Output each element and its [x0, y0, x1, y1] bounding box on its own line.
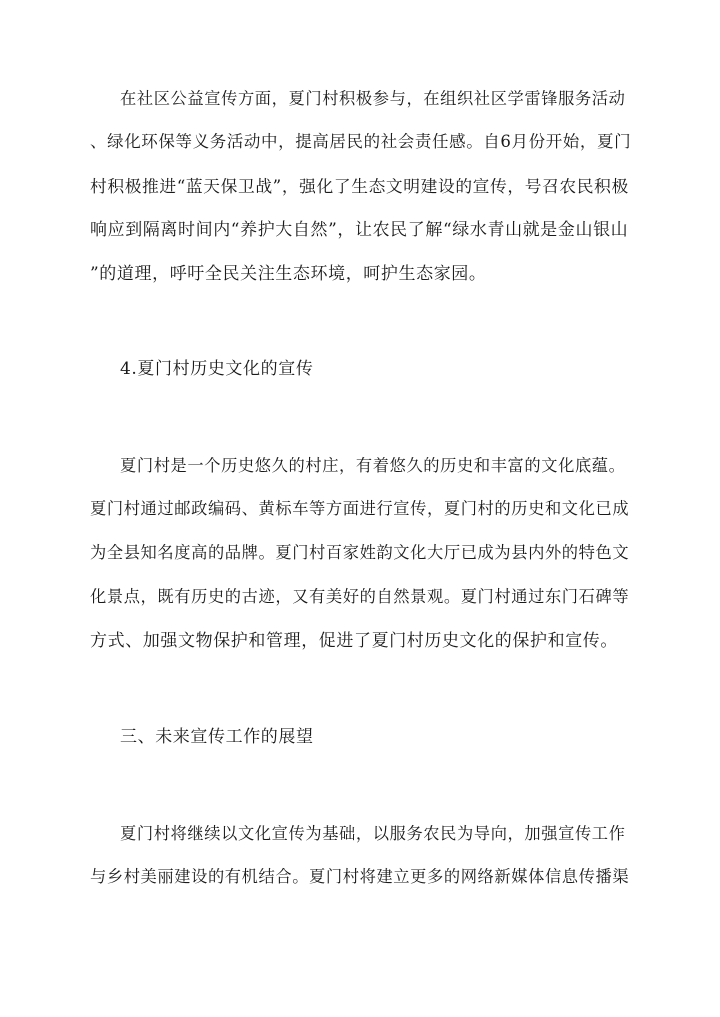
paragraph-3-line-2: 与乡村美丽建设的有机结合。夏门村将建立更多的网络新媒体信息传播渠	[90, 867, 630, 886]
paragraph-1-line-4: 响应到隔离时间内“养护大自然”，让农民了解“绿水青山就是金山银山	[90, 220, 629, 240]
paragraph-1-line-1: 在社区公益宣传方面，夏门村积极参与，在组织社区学雷锋服务活动	[120, 89, 626, 108]
paragraph-1-line-2: 、绿化环保等义务活动中，提高居民的社会责任感。自6月份开始，夏门	[90, 132, 632, 151]
paragraph-2-line-1: 夏门村是一个历史悠久的村庄，有着悠久的历史和丰富的文化底蕴。	[120, 456, 626, 475]
paragraph-1-line-3: 村积极推进“蓝天保卫战”，强化了生态文明建设的宣传，号召农民积极	[90, 176, 629, 196]
section-heading-4: 4.夏门村历史文化的宣传	[120, 359, 314, 379]
paragraph-1-line-5: ”的道理，呼吁全民关注生态环境，呵护生态家园。	[90, 264, 487, 284]
paragraph-2-line-3: 为全县知名度高的品牌。夏门村百家姓韵文化大厅已成为县内外的特色文	[90, 543, 630, 562]
paragraph-2-line-4: 化景点，既有历史的古迹，又有美好的自然景观。夏门村通过东门石碑等	[90, 587, 630, 606]
paragraph-2-line-2: 夏门村通过邮政编码、黄标车等方面进行宣传，夏门村的历史和文化已成	[90, 499, 630, 518]
paragraph-3-line-1: 夏门村将继续以文化宣传为基础，以服务农民为导向，加强宣传工作	[120, 824, 626, 843]
section-heading-3: 三、未来宣传工作的展望	[120, 727, 314, 747]
paragraph-2-line-5: 方式、加强文物保护和管理，促进了夏门村历史文化的保护和宣传。	[90, 631, 618, 651]
